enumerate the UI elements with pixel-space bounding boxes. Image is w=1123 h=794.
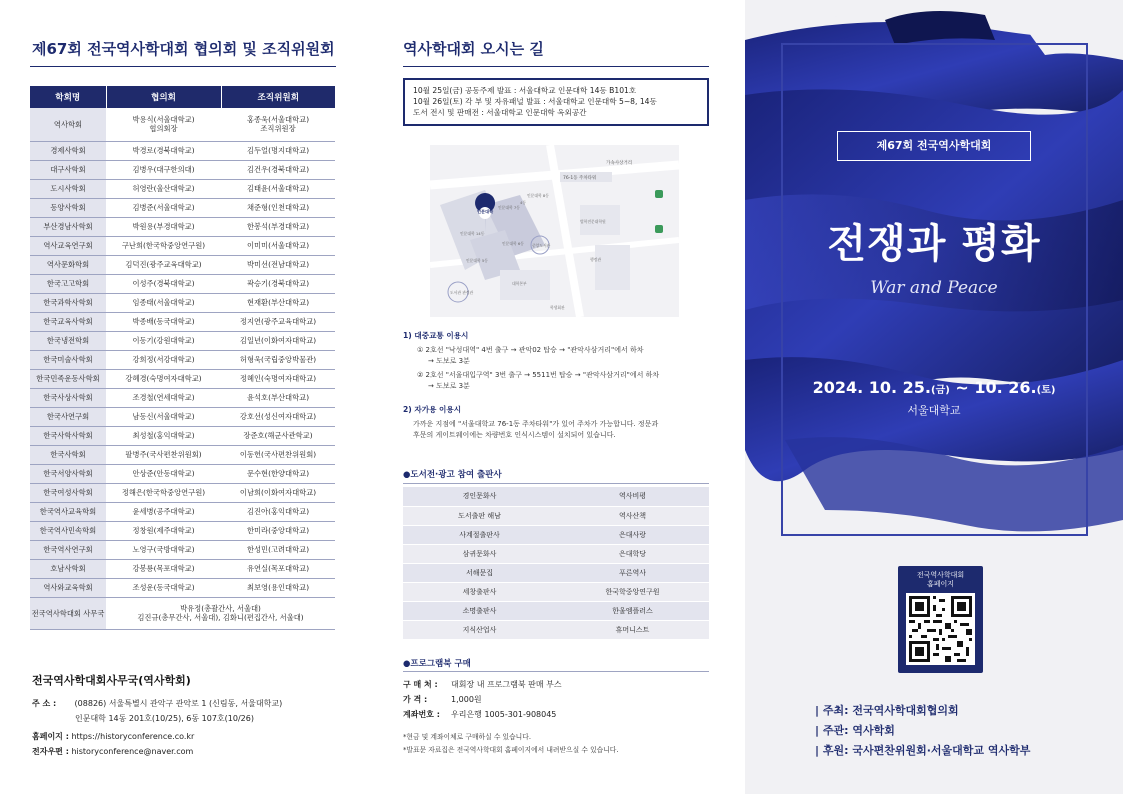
directions-panel [373, 0, 745, 794]
society-name: 한국사학사학회 [30, 426, 106, 445]
publisher-name: 서해문집 [403, 563, 556, 582]
table-row [30, 274, 335, 293]
council-member: 정창원(제주대학교) [106, 521, 221, 540]
table-row [403, 506, 709, 525]
society-name: 역사와교육학회 [30, 578, 106, 597]
committee-member: 곽승기(경북대학교) [221, 274, 335, 293]
council-member: 박원용(부경대학교) [106, 217, 221, 236]
map-label-building: 대학본부 [512, 281, 527, 286]
table-row [403, 620, 709, 639]
program-purchase-line [403, 679, 562, 690]
table-row [30, 521, 335, 540]
header-council: 협의회 [106, 86, 221, 108]
society-name: 한국민족운동사학회 [30, 369, 106, 388]
table-row [30, 255, 335, 274]
program-title: ●프로그램북 구매 [403, 659, 471, 669]
event-date [745, 378, 1123, 397]
society-name: 대구사학회 [30, 160, 106, 179]
council-member: 강혜경(숙명여자대학교) [106, 369, 221, 388]
account-value: 우리은행 1005-301-908045 [451, 710, 557, 719]
email-label: 전자우편 : [32, 747, 69, 756]
table-row [30, 141, 335, 160]
table-row [403, 601, 709, 620]
publishers-table [403, 487, 709, 640]
host-line: | 주최: 전국역사학대회협의회 [815, 704, 959, 717]
committee-member: 정지연(광주교육대학교) [221, 312, 335, 331]
schedule-line: 도서 전시 및 판매전 : 서울대학교 인문대학 옥외공간 [413, 108, 587, 117]
committee-member: 한성민(고려대학교) [221, 540, 335, 559]
society-name: 경제사학회 [30, 141, 106, 160]
schedule-line: 10월 26일(토) 각 부 및 자유패널 발표 : 서울대학교 인문대학 5~8, 14동 [413, 97, 657, 106]
publisher-name: 경인문화사 [403, 487, 556, 506]
map-label-building: 법학전문대학원 [580, 219, 606, 224]
table-row [30, 312, 335, 331]
council-member: 구난희(한국학중앙연구원) [106, 236, 221, 255]
transit-line: ① 2호선 "낙성대역" 4번 출구 → 관악02 탑승 → "관악사삼거리"에서 하차 [417, 346, 644, 354]
table-row [30, 407, 335, 426]
host-line: | 후원: 국사편찬위원회·서울대학교 역사학부 [815, 744, 1031, 757]
society-name: 한국냉전학회 [30, 331, 106, 350]
table-row [30, 198, 335, 217]
publisher-name: 지식산업사 [403, 620, 556, 639]
publisher-name: 은대학당 [556, 544, 709, 563]
table-row [30, 597, 335, 629]
council-member: 김덕진(광주교육대학교) [106, 255, 221, 274]
address-value: (08826) 서울특별시 관악구 관악로 1 (신림동, 서울대학교) [74, 699, 283, 708]
committee-panel [0, 0, 373, 794]
office-email-line [32, 746, 193, 757]
society-name: 한국여성사학회 [30, 483, 106, 502]
divider [403, 66, 709, 67]
table-row [30, 540, 335, 559]
office-web-line [32, 731, 194, 742]
committee-title: 제67회 전국역사학대회 협의회 및 조직위원회 [32, 40, 335, 58]
committee-member: 김일년(이화여자대학교) [221, 331, 335, 350]
society-name: 한국고고학회 [30, 274, 106, 293]
council-member: 조경철(연세대학교) [106, 388, 221, 407]
note-line: *발표문 자료집은 전국역사학대회 홈페이지에서 내려받으실 수 있습니다. [403, 746, 619, 754]
table-row [403, 487, 709, 506]
purchase-value: 대회장 내 프로그램북 판매 부스 [451, 680, 562, 689]
publisher-name: 사계절출판사 [403, 525, 556, 544]
transit-line: ② 2호선 "서울대입구역" 3번 출구 → 5511번 탑승 → "관악사삼거리"에서 하차 [417, 371, 660, 379]
table-row [30, 483, 335, 502]
publisher-name: 푸른역사 [556, 563, 709, 582]
society-name: 역사문화학회 [30, 255, 106, 274]
table-row [30, 179, 335, 198]
divider [403, 483, 709, 484]
table-row [30, 426, 335, 445]
society-name: 한국역사민속학회 [30, 521, 106, 540]
society-name: 한국교육사학회 [30, 312, 106, 331]
table-row [30, 559, 335, 578]
publisher-name: 한국학중앙연구원 [556, 582, 709, 601]
council-member: 남동신(서울대학교) [106, 407, 221, 426]
society-name: 부산경남사학회 [30, 217, 106, 236]
transit-line: → 도보로 3분 [428, 357, 470, 365]
council-member: 팔병주(국사편찬위원회) [106, 445, 221, 464]
email-link[interactable]: historyconference@naver.com [71, 747, 194, 756]
web-label: 홈페이지 : [32, 732, 69, 741]
conference-name: 제67회 전국역사학대회 [837, 131, 1031, 161]
committee-member: 장준호(해군사관학교) [221, 426, 335, 445]
council-member: 조성운(동국대학교) [106, 578, 221, 597]
staff-line: 김진규(총무간사, 서울대), 김화니(편집간사, 서울대) [137, 613, 304, 622]
divider [30, 66, 336, 67]
date-end-weekday: (토) [1036, 385, 1056, 396]
publishers-title: ●도서전·광고 참여 출판사 [403, 470, 502, 480]
program-price-line [403, 694, 482, 705]
car-line: 가까운 지점에 "서울대학교 76-1동 주차타워"가 있어 주차가 가능합니다. 정문과 [413, 420, 659, 428]
publisher-name: 도서출판 해남 [403, 506, 556, 525]
society-name: 한국사학회 [30, 445, 106, 464]
header-committee: 조직위원회 [221, 86, 335, 108]
committee-member: 한봉석(부경대학교) [221, 217, 335, 236]
map-label-building: 인문대학 5동 [466, 258, 488, 263]
table-row [30, 160, 335, 179]
committee-member: 현재환(부산대학교) [221, 293, 335, 312]
committee-member: 허형욱(국립중앙박물관) [221, 350, 335, 369]
date-end: 10. 26. [974, 378, 1037, 397]
council-member: 박종배(동국대학교) [106, 312, 221, 331]
table-row [30, 293, 335, 312]
office-staff [106, 597, 335, 629]
committee-member: 이남희(이화여자대학교) [221, 483, 335, 502]
committee-member: 김건우(경북대학교) [221, 160, 335, 179]
map-label-building: 인문대학 14동 [460, 231, 485, 236]
main-title: 전쟁과 평화 [827, 221, 1041, 267]
map-label-building: 인문대학 6동 [502, 241, 524, 246]
council-member: 임종태(서울대학교) [106, 293, 221, 312]
society-name: 전국역사학대회 사무국 [30, 597, 106, 629]
table-row [30, 217, 335, 236]
committee-member: 문수현(한양대학교) [221, 464, 335, 483]
society-name: 역사학회 [30, 108, 106, 141]
council-member: 윤세병(공주대학교) [106, 502, 221, 521]
map-label-building: 중앙도서관 [532, 243, 551, 248]
program-account-line [403, 709, 556, 720]
table-row [30, 464, 335, 483]
committee-member: 유연실(목포대학교) [221, 559, 335, 578]
committee-member: 김두얼(명지대학교) [221, 141, 335, 160]
table-row [30, 236, 335, 255]
homepage-qr[interactable] [898, 566, 983, 673]
table-row [403, 544, 709, 563]
table-row [30, 369, 335, 388]
cover-panel [745, 0, 1123, 794]
council-member: 안상준(안동대학교) [106, 464, 221, 483]
council-member: 허영란(울산대학교) [106, 179, 221, 198]
council-member: 이성주(경북대학교) [106, 274, 221, 293]
committee-member: 이미미(서울대학교) [221, 236, 335, 255]
publisher-name: 휴머니스트 [556, 620, 709, 639]
council-member: 박경로(경북대학교) [106, 141, 221, 160]
publisher-name: 소명출판사 [403, 601, 556, 620]
map-label-building: 4동 [520, 200, 527, 205]
directions-title: 역사학대회 오시는 길 [403, 40, 544, 58]
council-member: 최성철(홍익대학교) [106, 426, 221, 445]
society-name: 동양사학회 [30, 198, 106, 217]
car-line: 후문의 게이트웨이에는 차량번호 인식시스템이 설치되어 있습니다. [413, 431, 616, 439]
schedule-box [403, 78, 709, 126]
english-title: War and Peace [870, 278, 998, 298]
society-name: 한국서양사학회 [30, 464, 106, 483]
table-row [30, 388, 335, 407]
table-row [30, 502, 335, 521]
venue: 서울대학교 [907, 404, 961, 417]
society-name: 호남사학회 [30, 559, 106, 578]
society-name: 도시사학회 [30, 179, 106, 198]
transit-line: → 도보로 3분 [428, 382, 470, 390]
society-name: 한국미술사학회 [30, 350, 106, 369]
committee-member: 홍종욱(서울대학교) 조직위원장 [221, 108, 335, 141]
date-separator: ~ [949, 378, 975, 397]
council-member: 김병우(대구한의대) [106, 160, 221, 179]
table-row [403, 563, 709, 582]
qr-code-icon [906, 593, 975, 665]
publisher-name: 역사비평 [556, 487, 709, 506]
society-name: 한국과학사학회 [30, 293, 106, 312]
map-label-building: 인문대학 7동 [498, 205, 520, 210]
qr-label-line: 홈페이지 [926, 580, 955, 588]
office-address-line [32, 698, 282, 709]
price-value: 1,000원 [451, 695, 482, 704]
publisher-name: 한울엠플러스 [556, 601, 709, 620]
committee-table [30, 86, 335, 630]
campus-map[interactable] [430, 145, 679, 317]
committee-member: 한미라(중앙대학교) [221, 521, 335, 540]
council-member: 노영구(국방대학교) [106, 540, 221, 559]
date-start: 2024. 10. 25. [812, 378, 931, 397]
committee-member: 정혜인(숙명여자대학교) [221, 369, 335, 388]
date-start-weekday: (금) [931, 385, 950, 396]
car-title: 2) 자가용 이용시 [403, 405, 462, 414]
header-society: 학회명 [30, 86, 106, 108]
council-member: 이동기(강원대학교) [106, 331, 221, 350]
table-row [403, 525, 709, 544]
council-member: 박용식(서울대학교) 협의회장 [106, 108, 221, 141]
publisher-name: 삼귀문화사 [403, 544, 556, 563]
table-row [30, 108, 335, 141]
committee-member: 김진아(홍익대학교) [221, 502, 335, 521]
map-label-building: 행정관 [590, 257, 602, 262]
table-row [403, 582, 709, 601]
publisher-name: 역사산책 [556, 506, 709, 525]
committee-member: 박미선(전남대학교) [221, 255, 335, 274]
purchase-label: 구 매 처 : [403, 680, 438, 689]
divider [403, 671, 709, 672]
map-label-station: 가속사상거리 [606, 161, 633, 166]
table-row [30, 445, 335, 464]
map-pin-label: 인문대학 [477, 209, 494, 214]
committee-member: 채준형(인천대학교) [221, 198, 335, 217]
office-address-line-2: 인문대학 14동 201호(10/25), 6동 107호(10/26) [75, 714, 254, 723]
committee-member: 최보영(용인대학교) [221, 578, 335, 597]
committee-member: 이동헌(국사편찬위원회) [221, 445, 335, 464]
committee-member: 김태윤(서울대학교) [221, 179, 335, 198]
staff-line: 박유정(총괄간사, 서울대) [180, 604, 261, 613]
committee-member: 강호선(성신여자대학교) [221, 407, 335, 426]
table-row [30, 350, 335, 369]
map-label-parking: 76-1동 주차타워 [563, 176, 597, 181]
account-label: 계좌번호 : [403, 710, 440, 719]
price-label: 가 격 : [403, 695, 428, 704]
society-name: 한국역사교육학회 [30, 502, 106, 521]
host-line: | 주관: 역사학회 [815, 724, 895, 737]
society-name: 역사교육연구회 [30, 236, 106, 255]
society-name: 한국사상사학회 [30, 388, 106, 407]
society-name: 한국사연구회 [30, 407, 106, 426]
committee-member: 윤석호(부산대학교) [221, 388, 335, 407]
publisher-name: 세창출판사 [403, 582, 556, 601]
map-label-building: 인문대학 8동 [527, 193, 549, 198]
schedule-line: 10월 25일(금) 공동주제 발표 : 서울대학교 인문대학 14동 B101호 [413, 86, 637, 95]
qr-label-line: 전국역사학대회 [916, 571, 965, 579]
council-member: 정해은(한국학중앙연구원) [106, 483, 221, 502]
map-label-building: 도서관 관정관 [450, 290, 474, 295]
address-label: 주 소 : [32, 699, 57, 708]
note-line: *현금 및 계좌이체로 구매하실 수 있습니다. [403, 733, 531, 741]
table-row [30, 331, 335, 350]
table-row [30, 578, 335, 597]
publisher-name: 은대사랑 [556, 525, 709, 544]
council-member: 강봉룡(목포대학교) [106, 559, 221, 578]
qr-label [898, 566, 983, 589]
office-title: 전국역사학대회사무국(역사학회) [32, 674, 191, 687]
council-member: 강희정(서강대학교) [106, 350, 221, 369]
web-link[interactable]: https://historyconference.co.kr [71, 732, 195, 741]
society-name: 한국역사연구회 [30, 540, 106, 559]
transit-title: 1) 대중교통 이용시 [403, 331, 469, 340]
council-member: 김병준(서울대학교) [106, 198, 221, 217]
map-label-building: 학생회관 [550, 305, 565, 310]
